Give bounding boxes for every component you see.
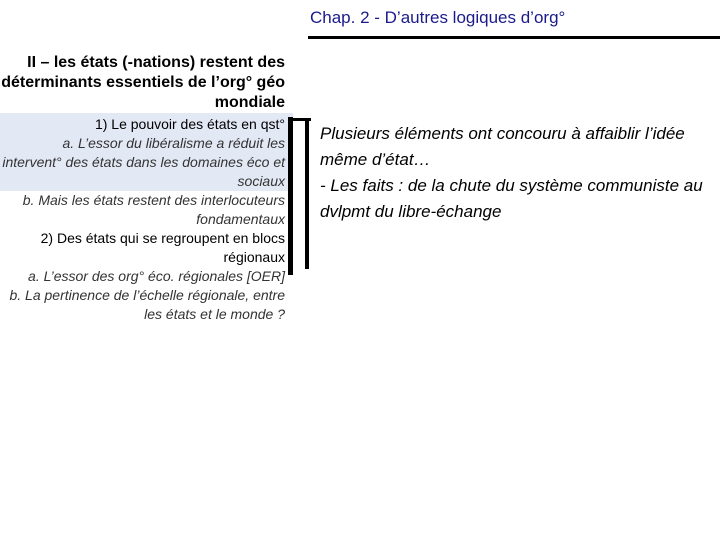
title-underline bbox=[308, 36, 720, 39]
current-part-highlight bbox=[0, 113, 293, 191]
part-1-item-a: a. L’essor du libéralisme a réduit les intervent° des états dans les domaines éco et sociaux bbox=[2, 135, 285, 189]
part-1-heading: 1) Le pouvoir des états en qst° bbox=[94, 116, 285, 132]
part-1-item-b: b. Mais les états restent des interlocuteurs fondamentaux bbox=[22, 192, 285, 227]
chapter-title: Chap. 2 - D’autres logiques d’org° bbox=[310, 8, 566, 27]
content-column bbox=[320, 121, 715, 225]
left-vertical-bar bbox=[288, 117, 293, 275]
content-line-1: Plusieurs éléments ont concouru à affaiblir l’idée même d’état… bbox=[320, 124, 685, 169]
section-heading: II – les états (-nations) restent des déterminants essentiels de l’org° géo mondiale bbox=[1, 54, 285, 111]
outline-column bbox=[0, 53, 288, 324]
content-line-2: - Les faits : de la chute du système communiste au dvlpmt du libre-échange bbox=[320, 176, 703, 221]
content-bracket bbox=[305, 118, 317, 269]
part-2-item-b: b. La pertinence de l’échelle régionale, entre les états et le monde ? bbox=[9, 287, 285, 322]
part-2-item-a: a. L’essor des org° éco. régionales [OER] bbox=[28, 268, 285, 284]
part-2-heading: 2) Des états qui se regroupent en blocs régionaux bbox=[40, 230, 285, 265]
